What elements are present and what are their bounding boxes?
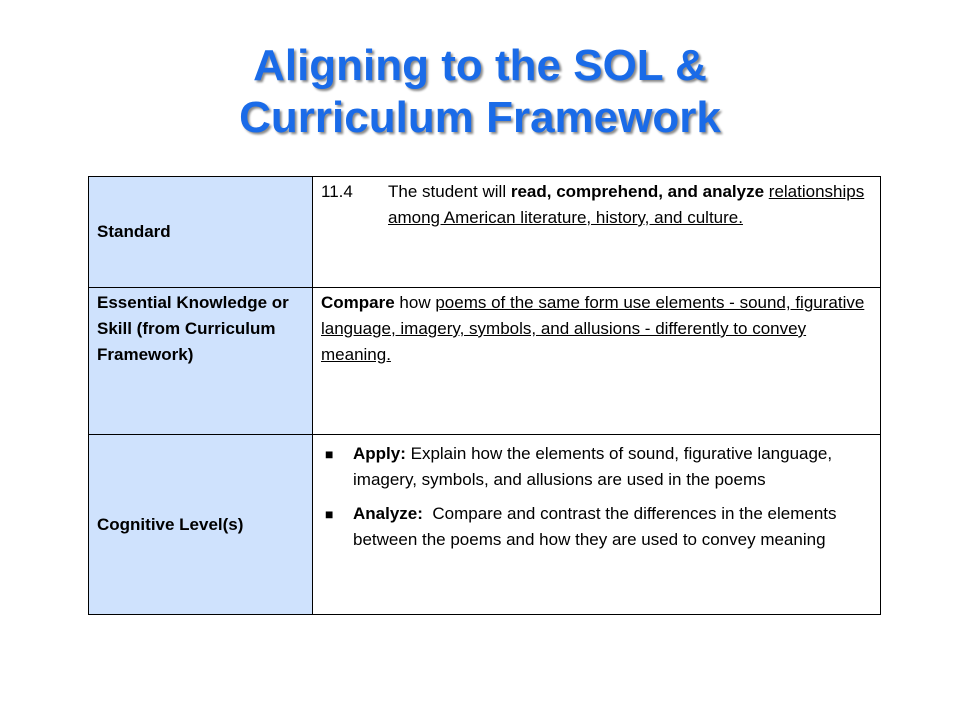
bullet-term: Apply: (353, 444, 406, 463)
square-bullet-icon: ■ (325, 446, 334, 462)
table-row-essential (89, 288, 881, 435)
slide-title-line-1: Aligning to the SOL & (253, 41, 707, 90)
table-row-cognitive (89, 435, 881, 615)
bullet-text: Compare and contrast the differences in the elements between the poems and how they are used to convey meaning (353, 504, 842, 549)
cognitive-content-cell (313, 435, 881, 615)
bullet-term: Analyze: (353, 504, 423, 523)
standard-text-plain: The student will (388, 182, 511, 201)
standard-label: Standard (97, 222, 171, 241)
square-bullet-icon: ■ (325, 506, 334, 522)
essential-label: Essential Knowledge or Skill (from Curriculum Framework) (97, 293, 289, 364)
standard-label-cell (89, 177, 313, 288)
standard-text-bold: read, comprehend, and analyze (510, 182, 765, 201)
essential-label-cell (89, 288, 313, 435)
standard-text (388, 179, 872, 231)
table-row-standard (89, 177, 881, 288)
cognitive-label: Cognitive Level(s) (97, 514, 244, 534)
bullet-text: Explain how the elements of sound, figurative language, imagery, symbols, and allusions are used in the poems (353, 444, 833, 489)
slide-title-line-2: Curriculum Framework (239, 93, 721, 142)
standard-content-cell (313, 177, 881, 288)
essential-content-cell (313, 288, 881, 435)
standard-text-underlined: relationships among American literature, history, and culture. (388, 182, 865, 227)
essential-text-plain: how (394, 293, 436, 312)
standard-number: 11.4 (321, 182, 353, 201)
alignment-table (88, 176, 881, 615)
essential-verb: Compare (321, 293, 395, 312)
list-item (321, 441, 872, 493)
essential-text-underlined: poems of the same form use elements - sound, figurative language, imagery, symbols, and allusions - differently to convey meaning. (321, 293, 865, 364)
cognitive-label-cell (89, 435, 313, 615)
list-item (321, 501, 872, 553)
slide-title (0, 40, 960, 144)
